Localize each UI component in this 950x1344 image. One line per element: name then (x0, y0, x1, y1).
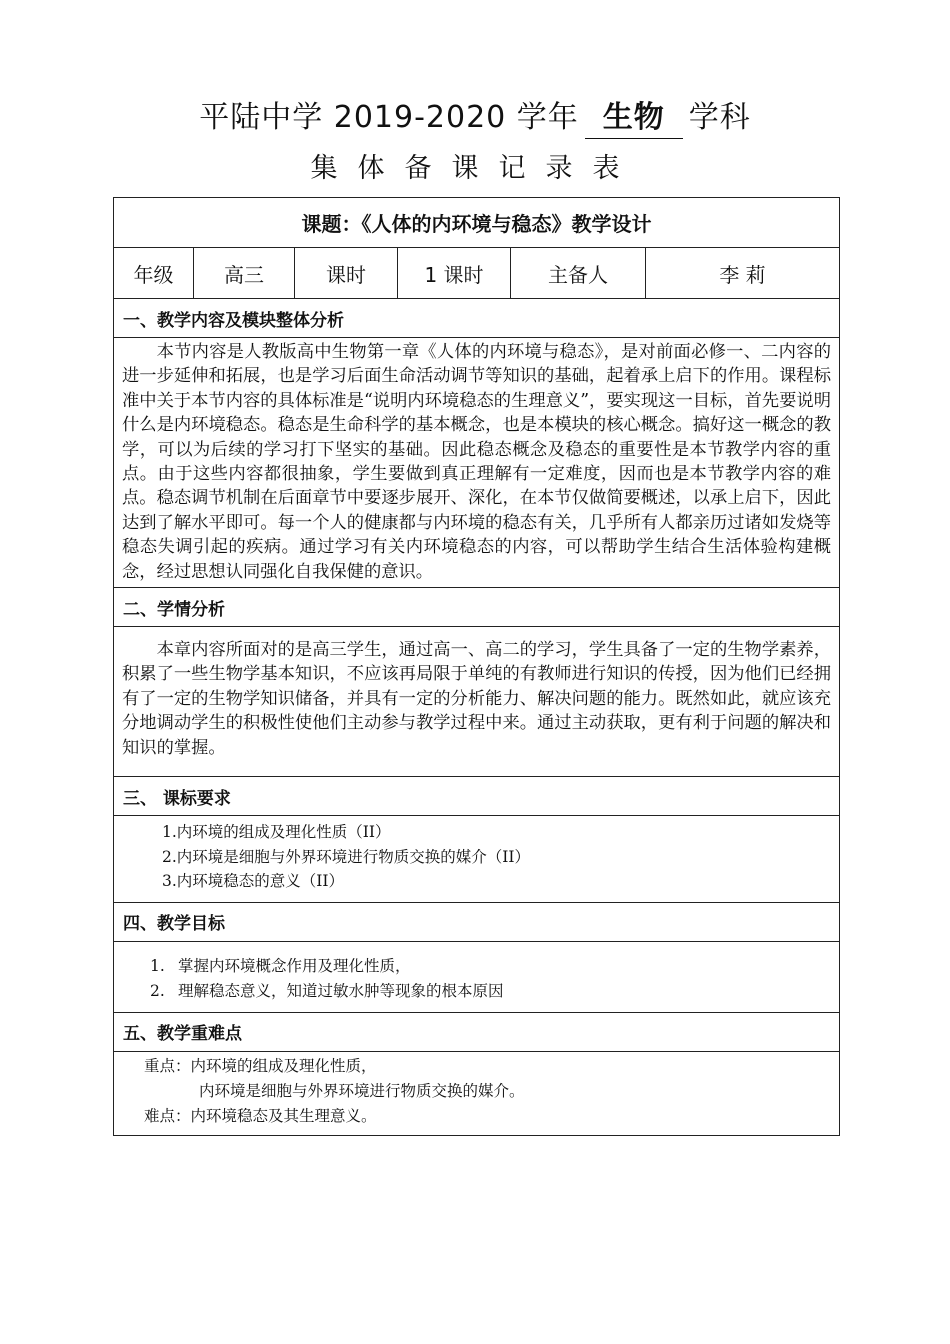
section-4-content (114, 941, 840, 1012)
section-2-content: 本章内容所面对的是高三学生，通过高一、高二的学习，学生具备了一定的生物学素养，积累了一些生物学基本知识，不应该再局限于单纯的有教师进行知识的传授，因为他们已经拥有了一定的生物学知识储备，并具有一定的分析能力、解决问题的能力。既然如此，就应该充分地调动学生的积极性使他们主动参与教学过程中来。通过主动获取，更有利于问题的解决和知识的掌握。 (114, 627, 840, 777)
title-prefix: 平陆中学 2019-2020 学年 (199, 100, 579, 135)
section-5-content (114, 1051, 840, 1135)
section-3-title: 三、 课标要求 (114, 777, 840, 816)
grade-value: 高三 (194, 248, 295, 299)
lesson-plan-table (113, 197, 840, 1136)
key-point: 内环境是细胞与外界环境进行物质交换的媒介。 (199, 1081, 525, 1100)
preparer-value: 李 莉 (646, 248, 840, 299)
difficult-point: 难点：内环境稳态及其生理意义。 (144, 1106, 377, 1125)
section-3-content (114, 816, 840, 903)
subject-field: 生物 (585, 92, 683, 139)
list-item: 2.内环境是细胞与外界环境进行物质交换的媒介（II） (162, 847, 531, 866)
info-row (114, 248, 840, 299)
grade-label: 年级 (114, 248, 194, 299)
list-item: 3.内环境稳态的意义（II） (162, 872, 345, 891)
list-item: 1. 掌握内环境概念作用及理化性质， (150, 956, 411, 975)
document-subtitle: 集体备课记录表 (310, 153, 640, 184)
topic-cell: 课题：《人体的内环境与稳态》教学设计 (114, 198, 840, 248)
title-suffix: 学科 (688, 100, 751, 135)
key-point: 重点：内环境的组成及理化性质， (144, 1056, 377, 1075)
list-item: 2. 理解稳态意义，知道过敏水肿等现象的根本原因 (150, 981, 504, 1000)
list-item: 1.内环境的组成及理化性质（II） (162, 823, 391, 842)
preparer-label: 主备人 (511, 248, 646, 299)
hours-label: 课时 (295, 248, 398, 299)
section-5-title: 五、教学重难点 (114, 1012, 840, 1051)
hours-value: 1 课时 (398, 248, 511, 299)
section-4-title: 四、教学目标 (114, 902, 840, 941)
section-1-title: 一、教学内容及模块整体分析 (114, 299, 840, 338)
document-title (0, 92, 950, 139)
section-1-content: 本节内容是人教版高中生物第一章《人体的内环境与稳态》，是对前面必修一、二内容的进一步延伸和拓展，也是学习后面生命活动调节等知识的基础，起着承上启下的作用。课程标准中关于本节内容的具体标准是“说明内环境稳态的生理意义”，要实现这一目标，首先要说明什么是内环境稳态。稳态是生命科学的基本概念，也是本模块的核心概念。搞好这一概念的教学，可以为后续的学习打下坚实的基础。因此稳态概念及稳态的重要性是本节教学内容的重点。由于这些内容都很抽象，学生要做到真正理解有一定难度，因而也是本节教学内容的难点。稳态调节机制在后面章节中要逐步展开、深化，在本节仅做简要概述，以承上启下，因此达到了解水平即可。每一个人的健康都与内环境的稳态有关，几乎所有人都亲历过诸如发烧等稳态失调引起的疾病。通过学习有关内环境稳态的内容，可以帮助学生结合生活体验构建概念，经过思想认同强化自我保健的意识。 (114, 338, 840, 588)
section-2-title: 二、学情分析 (114, 588, 840, 627)
